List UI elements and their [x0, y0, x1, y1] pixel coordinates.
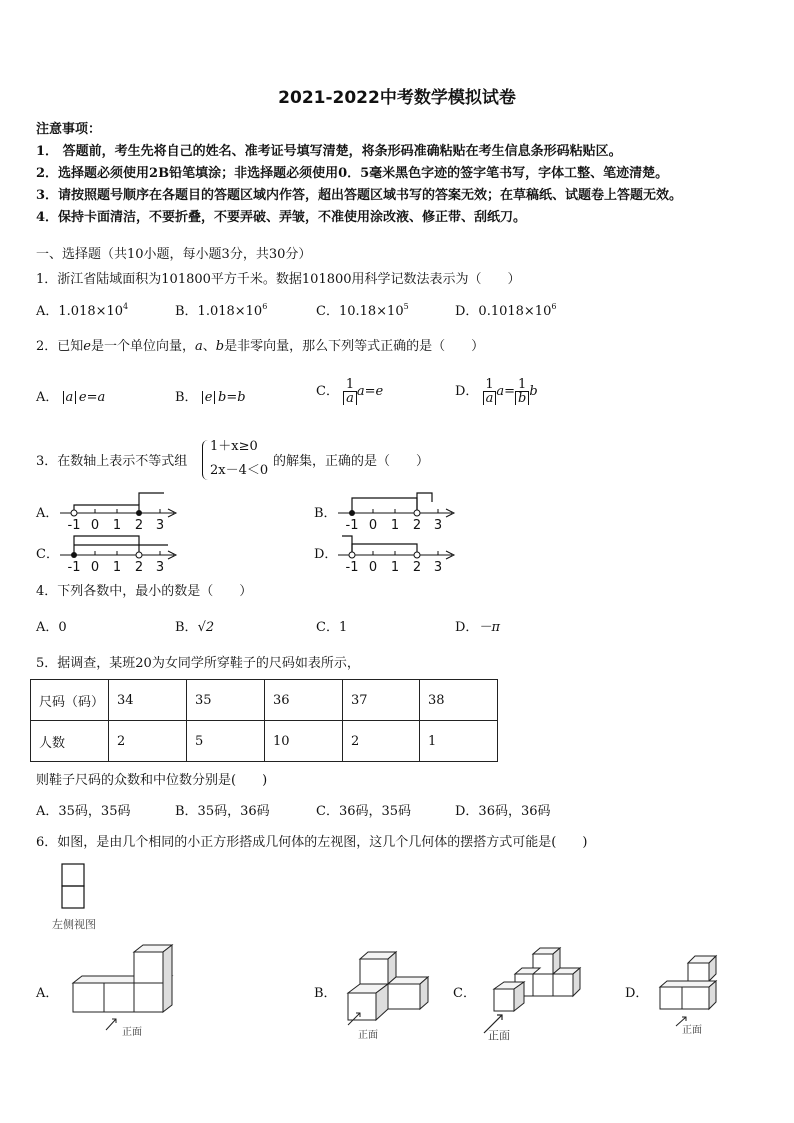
tick-label: 0: [368, 560, 378, 575]
q2-option-a: A． a e=a: [36, 390, 106, 405]
solid-point: [71, 552, 77, 558]
number-line-d: [338, 530, 458, 576]
q4-stem: 4．下列各数中，最小的数是（ ）: [36, 584, 253, 599]
q5-question: 则鞋子尺码的众数和中位数分别是( ): [36, 773, 268, 788]
table-row: [31, 721, 498, 762]
q4-option-c: C．1: [316, 620, 348, 635]
cube-figure-a: [68, 945, 188, 1037]
tick-label: 1: [112, 560, 122, 575]
front-label: 正面: [122, 1027, 142, 1038]
q2-stem: 2．已知e是一个单位向量，a、b是非零向量，那么下列等式正确的是（ ）: [36, 339, 485, 354]
table-cell: 2: [343, 721, 420, 762]
open-point: [71, 510, 77, 516]
tick-label: 1: [390, 560, 400, 575]
q5-option-b: B．35码，36码: [175, 804, 270, 819]
q3-inequality-2: 2x－4＜0: [210, 463, 269, 478]
table-cell: 1: [420, 721, 498, 762]
q1-option-b: B．$1.018\times 10^6$: [175, 302, 268, 319]
q3-label-a: A．: [36, 506, 59, 521]
q3-stem-pre: 3．在数轴上表示不等式组: [36, 454, 188, 469]
q5-stem: 5．据调查，某班20为女同学所穿鞋子的尺码如表所示，: [36, 656, 360, 671]
notice-item: 4．保持卡面清洁，不要折叠，不要弄破、弄皱，不准使用涂改液、修正带、刮纸刀。: [36, 210, 527, 225]
tick-label: -1: [345, 560, 359, 575]
tick-label: 0: [90, 560, 100, 575]
tick-label: 2: [134, 518, 144, 533]
number-line-b: [338, 488, 458, 534]
q1-stem: 1．浙江省陆域面积为101800平方千米。数据101800用科学记数法表示为（ ）: [36, 272, 521, 287]
left-view-figure: [44, 860, 114, 935]
tick-label: 0: [368, 518, 378, 533]
open-point: [414, 510, 420, 516]
number-line-a: [60, 488, 180, 534]
cube-figure-c: [478, 945, 588, 1043]
q4-option-a: A．0: [36, 620, 67, 635]
tick-label: 1: [390, 518, 400, 533]
shoe-size-table: [30, 679, 498, 762]
tick-label: 3: [433, 560, 443, 575]
table-cell: 37: [343, 680, 420, 721]
notice-item: 2．选择题必须使用2B铅笔填涂；非选择题必须使用0．5毫米黑色字迹的签字笔书写，字体工整、笔迹清楚。: [36, 166, 669, 181]
q5-option-a: A．35码，35码: [36, 804, 131, 819]
tick-label: 3: [155, 560, 165, 575]
solid-point: [349, 510, 355, 516]
q3-label-c: C．: [36, 547, 59, 562]
tick-label: -1: [67, 518, 81, 533]
notice-item: 1． 答题前，考生先将自己的姓名、准考证号填写清楚，将条形码准确粘贴在考生信息条形码粘贴区。: [36, 144, 622, 159]
tick-label: -1: [67, 560, 81, 575]
tick-label: 2: [134, 560, 144, 575]
tick-label: -1: [345, 518, 359, 533]
q4-option-d: D．－π: [455, 620, 500, 635]
cube-figure-b: [340, 945, 440, 1041]
open-point: [136, 552, 142, 558]
q5-option-c: C．36码，35码: [316, 804, 412, 819]
table-cell: 36: [265, 680, 343, 721]
q1-option-d: D．$0.1018\times 10^6$: [455, 302, 557, 319]
q1-option-a: A．$1.018\times 10^4$: [36, 302, 129, 319]
number-line-c: [60, 530, 180, 576]
tick-label: 1: [112, 518, 122, 533]
table-cell: 34: [109, 680, 187, 721]
q4-option-b: B．√2: [175, 620, 215, 635]
q3-label-b: B．: [314, 506, 337, 521]
section-heading: 一、选择题（共10小题，每小题3分，共30分）: [36, 247, 312, 262]
tick-label: 3: [155, 518, 165, 533]
q1-option-c: C．$10.18\times 10^5$: [316, 302, 409, 319]
q6-label-d: D．: [625, 986, 649, 1001]
notice-item: 3．请按照题号顺序在各题目的答题区域内作答，超出答题区域书写的答案无效；在草稿纸、试题卷上答题无效。: [36, 188, 683, 203]
q2-option-c: C． $\frac{1}{a}$ a=e: [316, 377, 384, 406]
q3-brace: [202, 440, 209, 480]
table-cell: 尺码（码）: [31, 680, 109, 721]
notice-heading: 注意事项：: [36, 122, 102, 137]
table-cell: 人数: [31, 721, 109, 762]
table-cell: 38: [420, 680, 498, 721]
q5-option-d: D．36码，36码: [455, 804, 551, 819]
tick-label: 2: [412, 518, 422, 533]
front-label: 正面: [358, 1030, 378, 1041]
table-row: [31, 680, 498, 721]
open-point: [414, 552, 420, 558]
tick-label: 3: [433, 518, 443, 533]
left-view-caption: 左侧视图: [52, 918, 96, 931]
q3-inequality-1: 1＋x≥0: [210, 439, 258, 454]
solid-point: [136, 510, 142, 516]
q3-stem-post: 的解集，正确的是（ ）: [273, 454, 430, 469]
q6-label-a: A．: [36, 986, 59, 1001]
q6-label-c: C．: [453, 986, 476, 1001]
open-point: [349, 552, 355, 558]
q6-label-b: B．: [314, 986, 337, 1001]
tick-label: 0: [90, 518, 100, 533]
q3-label-d: D．: [314, 547, 338, 562]
table-cell: 35: [187, 680, 265, 721]
page-title: 2021-2022中考数学模拟试卷: [278, 88, 516, 108]
q2-option-d: D． $\frac{1}{a}$ a= $\frac{1}{b}$ b: [455, 377, 538, 406]
tick-label: 2: [412, 560, 422, 575]
q6-stem: 6．如图，是由几个相同的小正方形搭成几何体的左视图，这几个几何体的摆搭方式可能是( ): [36, 835, 588, 850]
q2-option-b: B． e b=b: [175, 390, 246, 405]
table-cell: 2: [109, 721, 187, 762]
table-cell: 10: [265, 721, 343, 762]
table-cell: 5: [187, 721, 265, 762]
cube-figure-d: [654, 950, 734, 1040]
front-label: 正面: [682, 1025, 702, 1036]
front-label: 正面: [488, 1029, 510, 1042]
